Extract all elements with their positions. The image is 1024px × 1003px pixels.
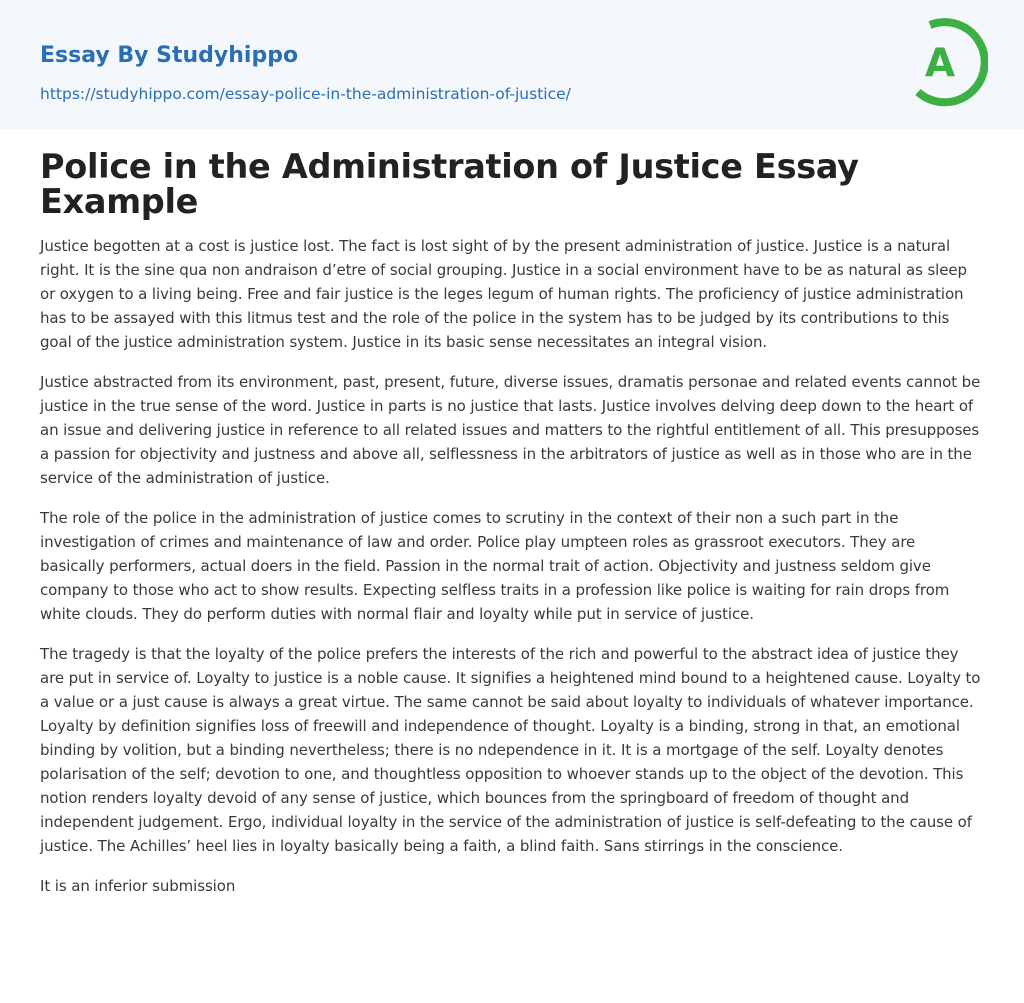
essay-paragraph: Justice begotten at a cost is justice lost. The fact is lost sight of by the present administration of justice. Justice is a natural right. It is the sine qua non andraison d’etre of social grouping. Justice in a social environment have to be as natural as sleep or oxygen to a living being. Free and fair justice is the leges legum of human rights. The proficiency of justice administration has to be assayed with this litmus test and the role of the police in the system has to be judged by its contributions to this goal of the justice administration system. Justice in its basic sense necessitates an integral vision. (40, 237, 967, 351)
site-brand[interactable]: Essay By Studyhippo (40, 43, 299, 68)
essay-url-link[interactable]: https://studyhippo.com/essay-police-in-the-administration-of-justice/ (40, 85, 571, 103)
essay-paragraph: The role of the police in the administration of justice comes to scrutiny in the context of their non a such part in the investigation of crimes and maintenance of law and order. Police play umpteen roles as grassroot executors. They are basically performers, actual doers in the field. Passion in the normal trait of action. Objectivity and justness seldom give company to those who act to show results. Expecting selfless traits in a profession like police is waiting for rain drops from white clouds. They do perform duties with normal flair and loyalty while put in service of justice. (40, 509, 950, 623)
essay-body (40, 234, 984, 914)
logo-letter: A (924, 41, 956, 86)
studyhippo-logo-icon[interactable] (908, 17, 988, 107)
site-header (0, 0, 1024, 129)
essay-paragraph: It is an inferior submission (40, 877, 236, 895)
essay-title: Police in the Administration of Justice Essay Example (40, 147, 859, 221)
essay-paragraph: Justice abstracted from its environment, past, present, future, diverse issues, dramatis personae and related events cannot be justice in the true sense of the word. Justice in parts is no justice that lasts. Justice involves delving deep down to the heart of an issue and delivering justice in reference to all related issues and matters to the rightful entitlement of all. This presupposes a passion for objectivity and justness and above all, selflessness in the arbitrators of justice as well as in those who are in the service of the administration of justice. (40, 373, 981, 487)
essay-paragraph: The tragedy is that the loyalty of the police prefers the interests of the rich and powerful to the abstract idea of justice they are put in service of. Loyalty to justice is a noble cause. It signifies a heightened mind bound to a heightened cause. Loyalty to a value or a just cause is always a great virtue. The same cannot be said about loyalty to individuals of whatever importance. Loyalty by definition signifies loss of freewill and independence of thought. Loyalty is a binding, strong in that, an emotional binding by volition, but a binding nevertheless; there is no ndependence in it. It is a mortgage of the self. Loyalty denotes polarisation of the self; devotion to one, and thoughtless opposition to whoever stands up to the object of the devotion. This notion renders loyalty devoid of any sense of justice, which bounces from the springboard of freedom of thought and independent judgement. Ergo, individual loyalty in the service of the administration of justice is self-defeating to the cause of justice. The Achilles’ heel lies in loyalty basically being a faith, a blind faith. Sans stirrings in the conscience. (40, 645, 981, 855)
